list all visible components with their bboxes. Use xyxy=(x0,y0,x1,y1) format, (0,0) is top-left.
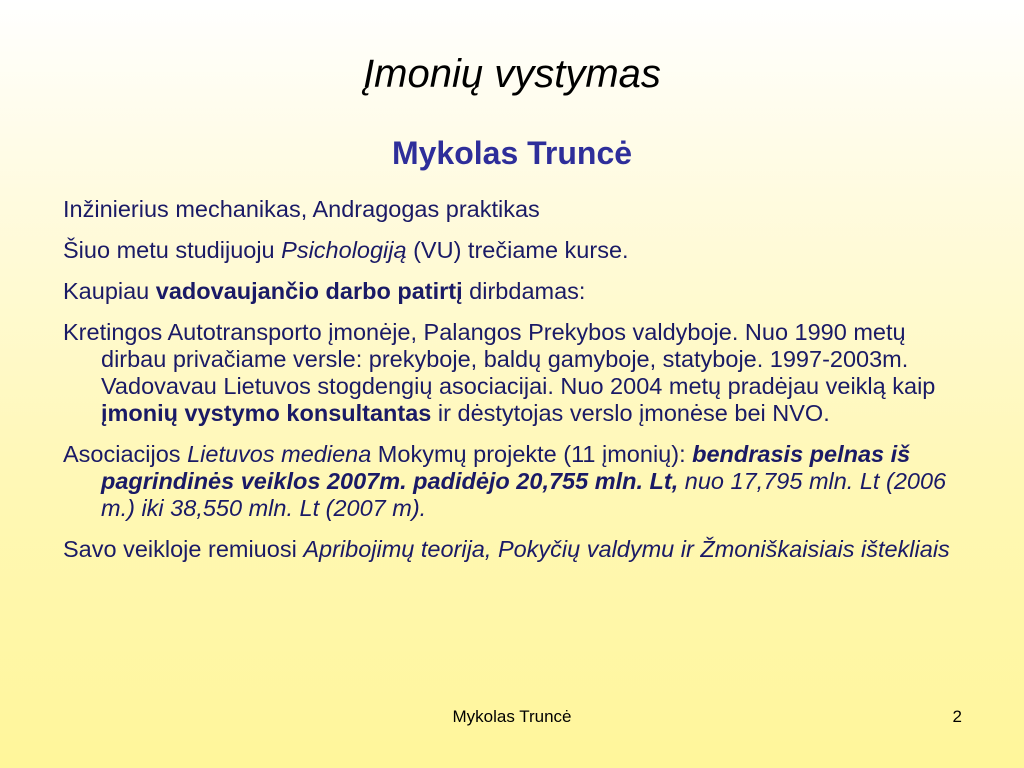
career-highlight: įmonių vystymo konsultantas xyxy=(101,400,432,426)
project-association-name: Lietuvos mediena xyxy=(187,441,372,467)
project-result-highlight: bendrasis pelnas iš pagrindinės veiklos 2007m. padidėjo 20,755 mln. Lt, xyxy=(101,441,911,494)
profession-text: Inžinierius mechanikas, Andragogas praktikas xyxy=(63,196,540,222)
experience-highlight: vadovaujančio darbo patirtį xyxy=(155,278,463,304)
paragraph-project xyxy=(63,441,968,522)
slide-body xyxy=(63,196,968,577)
studies-text-end: (VU) trečiame kurse. xyxy=(406,237,629,263)
slide-subtitle: Mykolas Truncė xyxy=(391,135,633,171)
footer-author: Mykolas Truncė xyxy=(452,707,572,726)
project-text-middle: Mokymų projekte (11 įmonių): xyxy=(371,441,693,467)
project-text-start: Asociacijos xyxy=(63,441,188,467)
experience-text-end: dirbdamas: xyxy=(462,278,586,304)
studies-subject: Psichologiją xyxy=(281,237,407,263)
paragraph-profession xyxy=(63,196,968,223)
paragraph-career xyxy=(63,319,968,427)
project-result-detail: nuo 17,795 mln. Lt (2006 m.) iki 38,550 mln. Lt (2007 m). xyxy=(101,468,947,521)
methods-text-start: Savo veikloje remiuosi xyxy=(63,536,304,562)
career-text-end: ir dėstytojas verslo įmonėse bei NVO. xyxy=(431,400,830,426)
paragraph-studies xyxy=(63,237,968,264)
slide-title: Įmonių vystymas xyxy=(363,52,661,96)
footer-page-number: 2 xyxy=(952,707,962,726)
paragraph-methods xyxy=(63,536,968,563)
career-text-start: Kretingos Autotransporto įmonėje, Palangos Prekybos valdyboje. Nuo 1990 metų dirbau privačiame versle: prekyboje, baldų gamyboje, statyboje. 1997-2003m. Vadovavau Lietuvos stogdengių asociacijai. Nuo 2004 metų pradėjau veiklą kaip xyxy=(63,319,936,399)
studies-text-start: Šiuo metu studijuoju xyxy=(63,237,282,263)
methods-list: Apribojimų teorija, Pokyčių valdymu ir Žmoniškaisiais ištekliais xyxy=(303,536,950,562)
experience-text-start: Kaupiau xyxy=(63,278,156,304)
paragraph-experience xyxy=(63,278,968,305)
